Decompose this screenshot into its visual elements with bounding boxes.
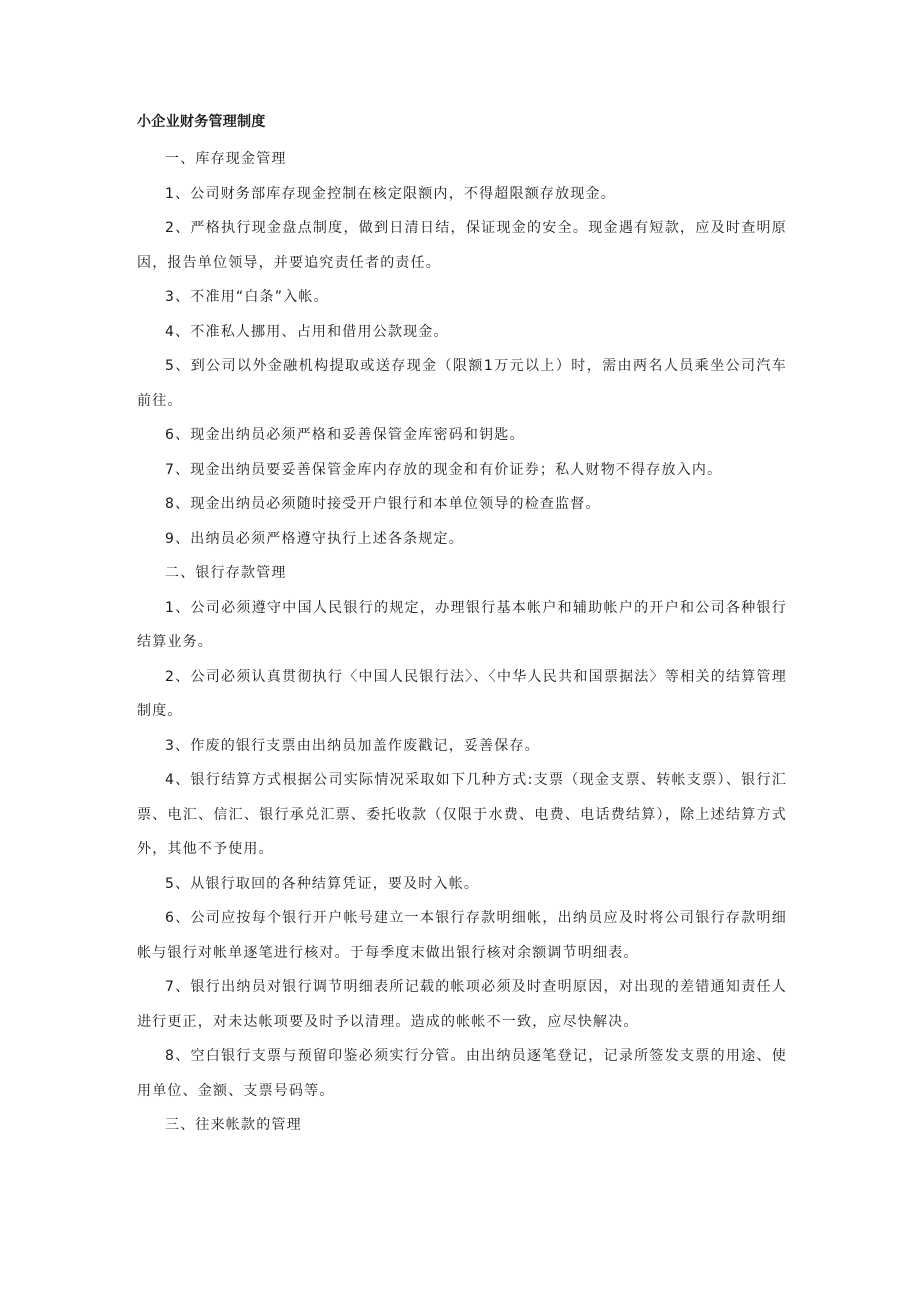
paragraph: 1、公司必须遵守中国人民银行的规定，办理银行基本帐户和辅助帐户的开户和公司各种银行结算业务。 [137,599,787,650]
paragraph: 3、不准用“白条”入帐。 [165,289,329,305]
paragraph: 5、从银行取回的各种结算凭证，要及时入帐。 [165,875,480,892]
paragraph: 3、作废的银行支票由出纳员加盖作废戳记，妥善保存。 [165,737,540,754]
paragraph: 7、现金出纳员要妥善保管金库内存放的现金和有价证券；私人财物不得存放入内。 [165,461,723,478]
paragraph: 8、现金出纳员必须随时接受开户银行和本单位领导的检查监督。 [165,496,601,512]
document-page [137,112,787,1143]
section-heading-receivables: 三、往来帐款的管理 [165,1117,302,1133]
paragraph: 1、公司财务部库存现金控制在核定限额内，不得超限额存放现金。 [165,185,616,202]
paragraph: 5、到公司以外金融机构提取或送存现金（限额1万元以上）时，需由两名人员乘坐公司汽车前往。 [137,358,787,409]
paragraph: 4、银行结算方式根据公司实际情况采取如下几种方式:支票（现金支票、转帐支票）、银行汇票、电汇、信汇、银行承兑汇票、委托收款（仅限于水费、电费、电话费结算），除上述结算方式外，其他不予使用。 [137,772,787,857]
document-title: 小企业财务管理制度 [137,114,266,130]
paragraph: 6、公司应按每个银行开户帐号建立一本银行存款明细帐，出纳员应及时将公司银行存款明细帐与银行对帐单逐笔进行核对。于每季度末做出银行核对余额调节明细表。 [137,910,787,961]
paragraph: 8、空白银行支票与预留印鉴必须实行分管。由出纳员逐笔登记，记录所签发支票的用途、使用单位、金额、支票号码等。 [137,1048,787,1099]
paragraph: 4、不准私人挪用、占用和借用公款现金。 [165,323,449,340]
section-heading-bank: 二、银行存款管理 [165,565,287,581]
section-heading-cash: 一、库存现金管理 [165,151,287,167]
paragraph: 7、银行出纳员对银行调节明细表所记载的帐项必须及时查明原因，对出现的差错通知责任人进行更正，对未达帐项要及时予以清理。造成的帐帐不一致，应尽快解决。 [137,979,787,1030]
paragraph: 2、公司必须认真贯彻执行〈中国人民银行法〉、〈中华人民共和国票据法〉等相关的结算管理制度。 [137,668,787,719]
paragraph: 6、现金出纳员必须严格和妥善保管金库密码和钥匙。 [165,427,525,443]
paragraph: 2、严格执行现金盘点制度，做到日清日结，保证现金的安全。现金遇有短款，应及时查明原因，报告单位领导，并要追究责任者的责任。 [137,220,787,271]
paragraph: 9、出纳员必须严格遵守执行上述各条规定。 [165,530,464,547]
